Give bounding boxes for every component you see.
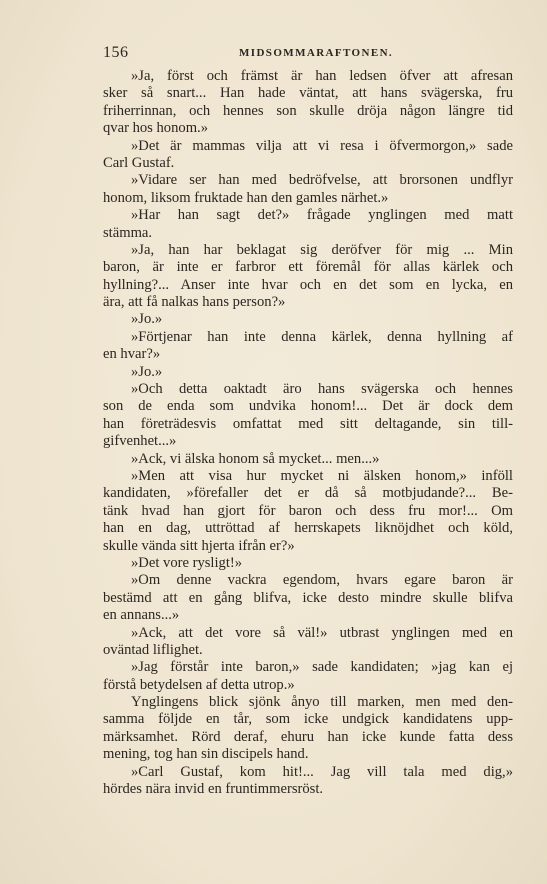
text-line: han företrädesvis omfattat med sitt deltagande, sin till- [103, 415, 513, 432]
text-line: samma följde en tår, som icke undgick kandidatens upp- [103, 711, 513, 728]
text-line: kandidaten, »förefaller det er då så motbjudande?... Be- [103, 485, 513, 502]
text-line: mening, tog han sin discipels hand. [103, 746, 309, 763]
text-line: »Om denne vackra egendom, hvars egare baron är [131, 572, 513, 589]
text-line: »Förtjenar han inte denna kärlek, denna hyllning af [131, 328, 513, 345]
text-line: förstå betydelsen af detta utrop.» [103, 676, 295, 693]
text-line: »Jo.» [131, 363, 163, 380]
text-line: »Har han sagt det?» frågade ynglingen med matt [131, 207, 513, 224]
text-line: hyllning?... Anser inte hvar och en det som en lycka, en [103, 276, 513, 293]
text-line: »Men att visa hur mycket ni älsken honom,» inföll [131, 467, 513, 484]
text-line: »Och detta oaktadt äro hans svägerska och hennes [131, 381, 513, 398]
text-line: gifvenhet...» [103, 433, 177, 450]
running-head [103, 44, 513, 64]
text-line: »Ja, först och främst är han ledsen öfver att afresan [131, 68, 513, 84]
text-line: märksamhet. Rörd deraf, ehuru han icke kunde fatta dess [103, 728, 513, 745]
text-line: honom, liksom fruktade han den gamles närhet.» [103, 189, 389, 206]
text-line: son de enda som undvika honom!... Det är dock dem [103, 398, 513, 415]
text-line: »Det vore rysligt!» [131, 554, 243, 571]
text-line: tänk hvad han gjort för baron och dess fru mor!... Om [103, 502, 513, 519]
text-line: bestämd att en gång blifva, icke desto mindre skulle blifva [103, 589, 513, 606]
text-line: »Jag förstår inte baron,» sade kandidaten; »jag kan ej [131, 659, 513, 676]
text-line: en hvar?» [103, 346, 161, 363]
text-line: han en dag, uttröttad af herrskapets liknöjdhet och köld, [103, 520, 513, 537]
text-line: Ynglingens blick sjönk ånyo till marken, men med den- [131, 694, 513, 711]
text-line: sker så snart... Han hade väntat, att hans svägerska, fru [103, 85, 513, 102]
text-line: hördes nära invid en fruntimmersröst. [103, 781, 324, 798]
text-line: baron, är inte er farbror ett föremål för allas kärlek och [103, 259, 513, 276]
page-number: 156 [103, 44, 129, 61]
text-line: »Det är mammas vilja att vi resa i öfvermorgon,» sade [131, 137, 513, 154]
text-line: Carl Gustaf. [103, 154, 175, 171]
text-line: oväntad liflighet. [103, 641, 203, 658]
text-line: »Jo.» [131, 311, 163, 328]
text-line: »Vidare ser han med bedröfvelse, att brorsonen undflyr [131, 172, 513, 189]
text-line: stämma. [103, 224, 153, 241]
text-line: qvar hos honom.» [103, 120, 208, 137]
body-text [103, 68, 513, 798]
text-line: ära, att få nalkas hans person?» [103, 294, 286, 311]
text-line: »Ack, vi älska honom så mycket... men...» [131, 450, 380, 467]
text-line: en annans...» [103, 607, 180, 624]
text-line: »Carl Gustaf, kom hit!... Jag vill tala med dig,» [131, 763, 513, 780]
running-title: MIDSOMMARAFTONEN. [239, 47, 394, 59]
text-line: »Ja, han har beklagat sig deröfver för mig ... Min [131, 241, 513, 258]
text-line: »Ack, att det vore så väl!» utbrast ynglingen med en [131, 624, 513, 641]
text-line: skulle vända sitt hjerta ifrån er?» [103, 537, 295, 554]
text-line: friherrinnan, och hennes son skulle dröja någon längre tid [103, 102, 513, 119]
